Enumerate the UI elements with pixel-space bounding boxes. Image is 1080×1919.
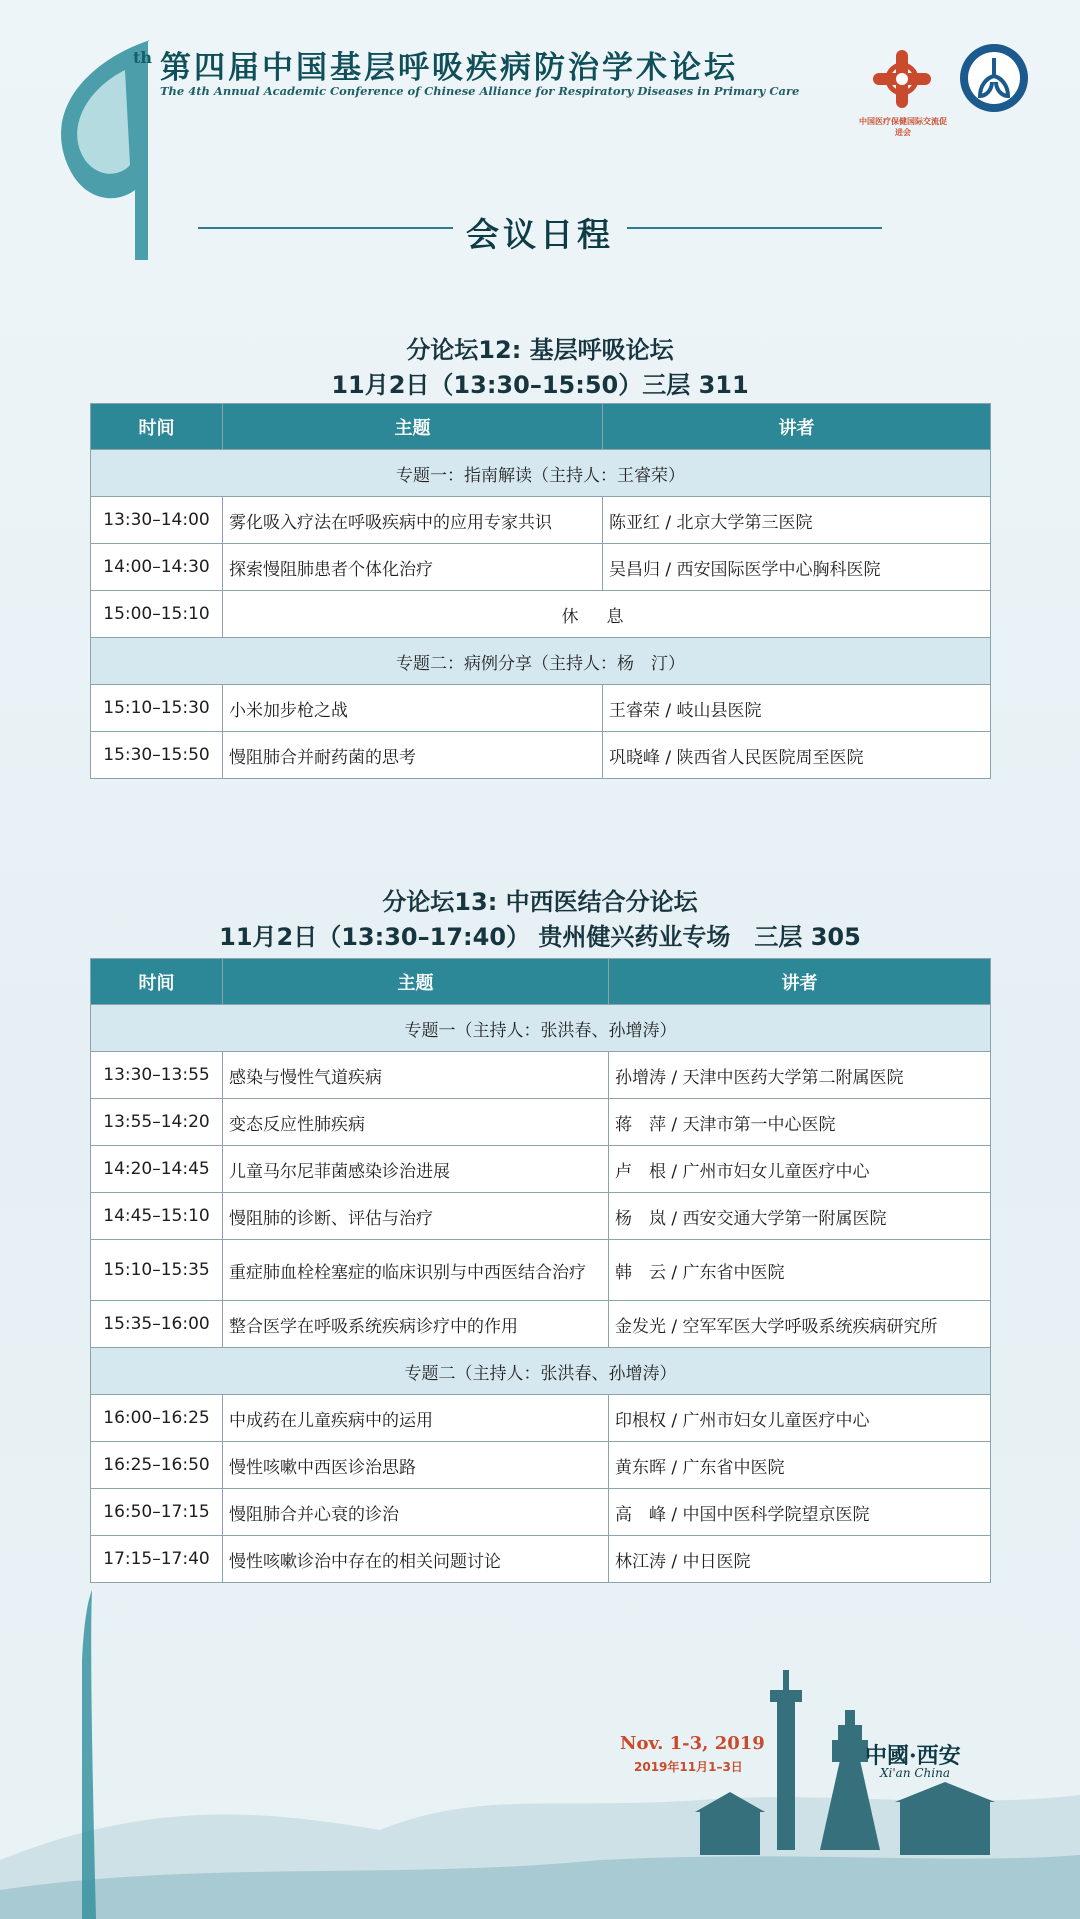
time-cell: 16:00–16:25 [91, 1395, 223, 1442]
speaker-cell: 黄东晖 / 广东省中医院 [609, 1442, 991, 1489]
topic-cell: 小米加步枪之战 [223, 685, 603, 732]
topic-cell: 重症肺血栓栓塞症的临床识别与中西医结合治疗 [223, 1240, 609, 1301]
topic-cell: 雾化吸入疗法在呼吸疾病中的应用专家共识 [223, 497, 603, 544]
forum13-title: 分论坛13: 中西医结合分论坛 [382, 888, 698, 916]
agenda-heading [0, 203, 1080, 253]
speaker-cell: 蒋 萍 / 天津市第一中心医院 [609, 1099, 991, 1146]
column-header-time: 时间 [91, 959, 223, 1005]
time-cell: 14:45–15:10 [91, 1193, 223, 1240]
table-row [91, 497, 991, 544]
topic-cell: 慢阻肺合并耐药菌的思考 [223, 732, 603, 779]
speaker-cell: 孙增涛 / 天津中医药大学第二附属医院 [609, 1052, 991, 1099]
topic-cell: 变态反应性肺疾病 [223, 1099, 609, 1146]
topic-cell: 慢性咳嗽诊治中存在的相关问题讨论 [223, 1536, 609, 1583]
time-cell: 17:15–17:40 [91, 1536, 223, 1583]
forum12-schedule-table [90, 403, 991, 779]
topic-cell: 慢阻肺合并心衰的诊治 [223, 1489, 609, 1536]
cpam-logo-caption: 中国医疗保健国际交流促进会 [859, 117, 947, 137]
forum13-subtitle: 11月2日（13:30–17:40） 贵州健兴药业专场 三层 305 [219, 923, 861, 951]
table-row [91, 1240, 991, 1301]
time-cell: 15:10–15:35 [91, 1240, 223, 1301]
topic-cell: 儿童马尔尼菲菌感染诊治进展 [223, 1146, 609, 1193]
time-cell: 13:55–14:20 [91, 1099, 223, 1146]
break-label: 休息 [223, 591, 991, 638]
speaker-cell: 印根权 / 广州市妇女儿童医疗中心 [609, 1395, 991, 1442]
topic-cell: 整合医学在呼吸系统疾病诊疗中的作用 [223, 1301, 609, 1348]
event-date-cn: 2019年11月1–3日 [634, 1760, 743, 1774]
time-cell: 15:10–15:30 [91, 685, 223, 732]
speaker-cell: 吴昌归 / 西安国际医学中心胸科医院 [603, 544, 991, 591]
time-cell: 15:30–15:50 [91, 732, 223, 779]
speaker-cell: 巩晓峰 / 陕西省人民医院周至医院 [603, 732, 991, 779]
time-cell: 14:20–14:45 [91, 1146, 223, 1193]
topic-cell: 感染与慢性气道疾病 [223, 1052, 609, 1099]
topic-cell: 慢阻肺的诊断、评估与治疗 [223, 1193, 609, 1240]
break-row [91, 591, 991, 638]
event-city-cn: 中國·西安 [865, 1743, 961, 1769]
speaker-cell: 王睿荣 / 岐山县医院 [603, 685, 991, 732]
session-topic-header: 专题一（主持人：张洪春、孙增涛） [91, 1005, 991, 1052]
table-row [91, 732, 991, 779]
table-row [91, 1301, 991, 1348]
table-row [91, 1442, 991, 1489]
table-row [91, 1052, 991, 1099]
table-row [91, 544, 991, 591]
table-row [91, 1193, 991, 1240]
speaker-cell: 杨 岚 / 西安交通大学第一附属医院 [609, 1193, 991, 1240]
time-cell: 16:25–16:50 [91, 1442, 223, 1489]
event-date-en: Nov. 1-3, 2019 [620, 1733, 765, 1754]
table-row [91, 1146, 991, 1193]
agenda-title: 会议日程 [466, 215, 614, 254]
time-cell: 14:00–14:30 [91, 544, 223, 591]
topic-cell: 中成药在儿童疾病中的运用 [223, 1395, 609, 1442]
speaker-cell: 韩 云 / 广东省中医院 [609, 1240, 991, 1301]
speaker-cell: 林江涛 / 中日医院 [609, 1536, 991, 1583]
time-cell: 15:35–16:00 [91, 1301, 223, 1348]
session-topic-header: 专题二：病例分享（主持人：杨 汀） [91, 638, 991, 685]
cpam-logo-icon [870, 46, 934, 116]
conference-title-en: The 4th Annual Academic Conference of Chinese Alliance for Respiratory Diseases in Primary Care [160, 84, 800, 98]
table-row [91, 1395, 991, 1442]
conference-title-cn: 第四届中国基层呼吸疾病防治学术论坛 [160, 50, 738, 86]
event-city-en: Xi'an China [880, 1766, 951, 1780]
speaker-cell: 金发光 / 空军军医大学呼吸系统疾病研究所 [609, 1301, 991, 1348]
topic-cell: 探索慢阻肺患者个体化治疗 [223, 544, 603, 591]
forum12-subtitle: 11月2日（13:30–15:50）三层 311 [331, 371, 749, 399]
topic-cell: 慢性咳嗽中西医诊治思路 [223, 1442, 609, 1489]
time-cell: 13:30–14:00 [91, 497, 223, 544]
speaker-cell: 高 峰 / 中国中医科学院望京医院 [609, 1489, 991, 1536]
column-header-topic: 主题 [223, 404, 603, 450]
column-header-speaker: 讲者 [603, 404, 991, 450]
table-row [91, 685, 991, 732]
time-cell: 13:30–13:55 [91, 1052, 223, 1099]
respiratory-alliance-logo-icon [958, 42, 1030, 114]
column-header-time: 时间 [91, 404, 223, 450]
column-header-topic: 主题 [223, 959, 609, 1005]
edition-superscript: th [133, 48, 153, 67]
table-row [91, 1099, 991, 1146]
time-cell: 16:50–17:15 [91, 1489, 223, 1536]
forum12-title: 分论坛12: 基层呼吸论坛 [406, 336, 674, 364]
table-row [91, 1489, 991, 1536]
column-header-speaker: 讲者 [609, 959, 991, 1005]
speaker-cell: 卢 根 / 广州市妇女儿童医疗中心 [609, 1146, 991, 1193]
session-topic-header: 专题一：指南解读（主持人：王睿荣） [91, 450, 991, 497]
forum13-schedule-table [90, 958, 991, 1583]
session-topic-header: 专题二（主持人：张洪春、孙增涛） [91, 1348, 991, 1395]
speaker-cell: 陈亚红 / 北京大学第三医院 [603, 497, 991, 544]
time-cell: 15:00–15:10 [91, 591, 223, 638]
